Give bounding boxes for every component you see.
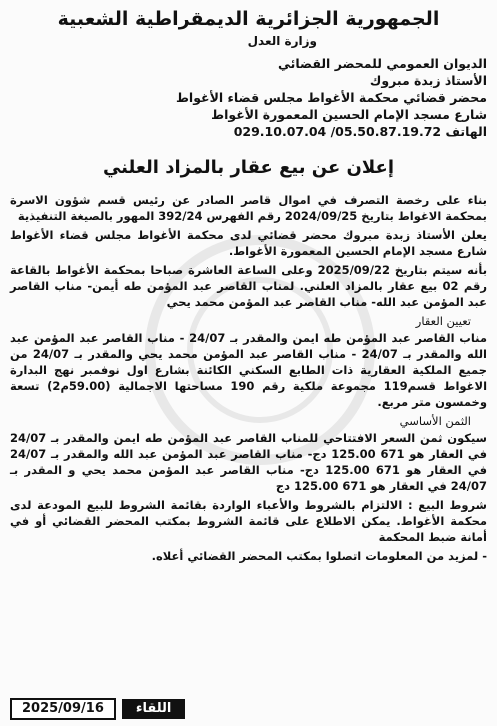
price-paragraph: سيكون ثمن السعر الافتتاحي للمناب القاصر عبد المؤمن طه ايمن والمقدر بـ 24/07 في العقار هو 671 125.00 دج- مناب القاصر عبد المؤمن عبد الله والمقدر بـ 24/07 في العقار هو 671 125.00 دج- مناب القاصر عبد المؤمن محمد يحي و المقدر بـ 24/07 في العقار هو 671 125.00 دج (10, 431, 488, 493)
price-heading: الثمن الأساسي (399, 414, 471, 428)
intro-paragraph: بناء على رخصة التصرف في اموال قاصر الصادر عن رئيس قسم شؤون الاسرة بمحكمة الاغواط بتاريخ 2024/09/25 رقم الفهرس 392/24 المهور بالصيغة التنفيذية (10, 193, 487, 223)
announcement-body (10, 192, 487, 564)
ministry-name: وزارة العدل (247, 34, 317, 48)
sale-notice-paragraph: بأنه سيتم بتاريخ 2025/09/22 وعلى الساعة العاشرة صباحا بمحكمة الأغواط بالقاعة رقم 02 بيع عقار بالمزاد العلني. لمناب القاصر عبد المؤمن طه أيمن- مناب القاصر عبد المؤمن عبد الله- مناب القاصر عبد المؤمن محمد يحي (10, 263, 488, 309)
newspaper-badge: اللقاء (122, 699, 186, 719)
property-heading: تعيين العقار (415, 314, 471, 328)
announcement-title: إعلان عن بيع عقار بالمزاد العلني (102, 157, 395, 178)
office-address: شارع مسجد الإمام الحسين المعمورة الأغواط (211, 107, 487, 122)
publication-date: 2025/09/16 (10, 698, 116, 720)
bailiff-court: محضر قضائي محكمة الأغواط مجلس قضاء الأغواط (175, 90, 487, 105)
property-paragraph: مناب القاصر عبد المؤمن طه ايمن والمقدر بـ 24/07 - مناب القاصر عبد المؤمن عبد الله والمقدر بـ 24/07 - مناب القاصر عبد المؤمن محمد يحي والمقدر بـ 24/07 من جميع الملكية العقارية ذات الطابع السكني الكائنة بشارع اول نوفمبر نهج البدارة الاغواط قسم119 مجموعة ملكية رقم 190 مساحتها الاجمالية (59.00م2) تسعة وخمسون متر مربع. (10, 331, 488, 409)
republic-heading: الجمهورية الجزائرية الديمقراطية الشعبية (57, 8, 440, 30)
more-info-paragraph: - لمزيد من المعلومات اتصلوا بمكتب المحضر القضائي أعلاه. (151, 549, 487, 563)
announcer-paragraph: يعلن الأستاذ زبدة مبروك محضر قضائي لدى محكمة الأغواط مجلس قضاء الأغواط شارع مسجد الإمام الحسين المعمورة الأغواط. (10, 228, 487, 258)
conditions-paragraph: شروط البيع : الالتزام بالشروط والأعباء الواردة بقائمة الشروط للبيع المودعة لدى محكمة الأغواط. يمكن الاطلاع على قائمة الشروط بمكتب المحضر القضائي أو في أمانة ضبط المحكمة (10, 498, 487, 544)
bailiff-name: الأستاذ زبدة مبروك (369, 73, 487, 88)
footer (10, 698, 185, 720)
office-info (10, 55, 487, 140)
office-phone: الهاتف 05.50.87.19.72/ 029.10.07.04 (233, 124, 487, 139)
office-name: الديوان العمومي للمحضر القضائي (278, 56, 487, 71)
